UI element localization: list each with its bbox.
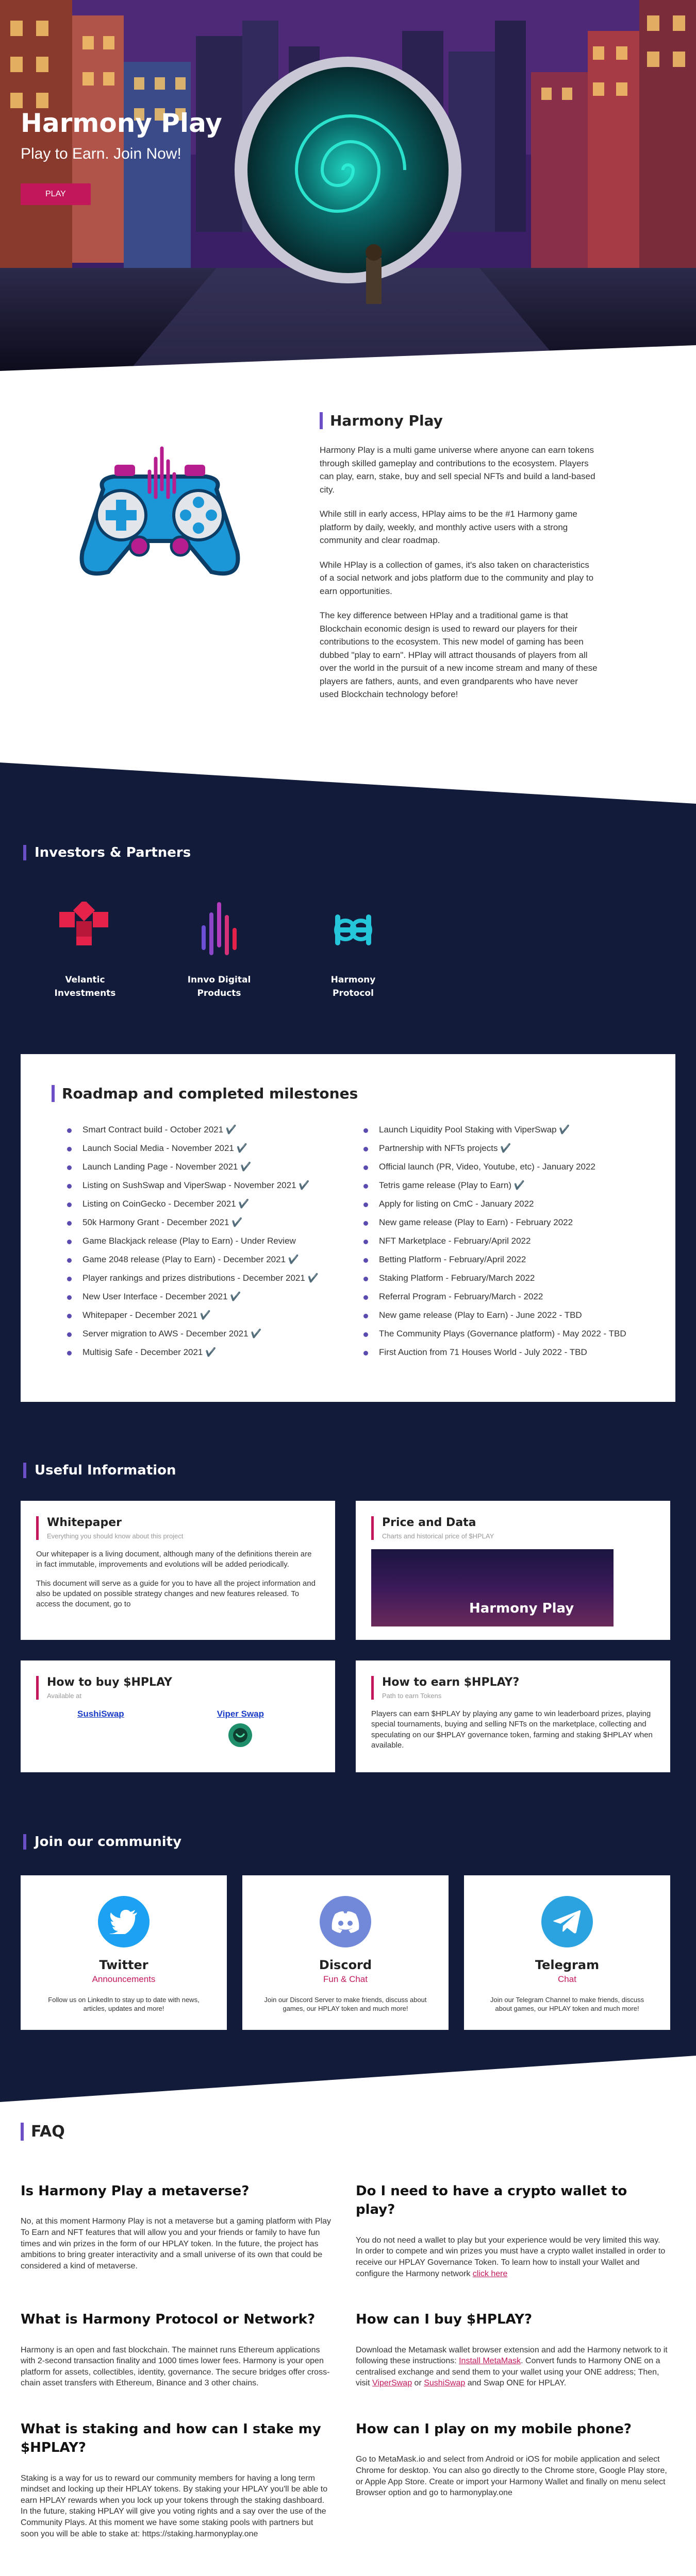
faq-answer: Download the Metamask wallet browser extension and add the Harmony network to it following these instructions: Install MetaMask. Convert funds to Harmony ONE on a centralised exchange and send them to your wallet using your ONE address; Then, visit ViperSwap or SushiSwap and Swap ONE for HPLAY. bbox=[356, 2345, 668, 2388]
faq-question: How can I play on my mobile phone? bbox=[356, 2421, 632, 2437]
roadmap-item: Multisig Safe - December 2021 ✔️ bbox=[67, 1347, 348, 1358]
roadmap-item: New game release (Play to Earn) - June 2022 - TBD bbox=[363, 1310, 644, 1320]
earn-card bbox=[356, 1660, 670, 1772]
roadmap-item: Game 2048 release (Play to Earn) - December 2021 ✔️ bbox=[67, 1255, 348, 1265]
community-card-twitter[interactable] bbox=[21, 1875, 227, 2030]
top-divider bbox=[0, 345, 696, 376]
whitepaper-text: Our whitepaper is a living document, although many of the definitions therein are in fact immutable, improvements and evolutions will be added periodically. bbox=[36, 1550, 312, 1569]
roadmap-item: Launch Social Media - November 2021 ✔️ bbox=[67, 1143, 348, 1154]
price-title: Price and Data bbox=[382, 1516, 476, 1529]
roadmap-item: Staking Platform - February/March 2022 bbox=[363, 1273, 644, 1283]
roadmap-item: Apply for listing on CmC - January 2022 bbox=[363, 1199, 644, 1209]
community-title: Join our community bbox=[23, 1834, 696, 1850]
hero-text bbox=[21, 108, 222, 205]
roadmap-item: Game Blackjack release (Play to Earn) - Under Review bbox=[67, 1236, 348, 1246]
partner-name: Harmony Protocol bbox=[330, 975, 376, 998]
useful-title: Useful Information bbox=[23, 1463, 696, 1478]
faq-question: What is staking and how can I stake my $HPLAY? bbox=[21, 2421, 321, 2456]
about-paragraph: Harmony Play is a multi game universe where anyone can earn tokens through skilled gameplay and contributions to the ecosystem. Players can play, earn, stake, buy and sell special NFTs and build a land-based city. bbox=[320, 445, 595, 495]
faq-item bbox=[356, 2420, 668, 2539]
roadmap-item: New game release (Play to Earn) - February 2022 bbox=[363, 1217, 644, 1228]
whitepaper-card[interactable] bbox=[21, 1501, 335, 1640]
community-desc: Join our Telegram Channel to make friends, discuss about games, our HPLAY token and much more! bbox=[490, 1996, 644, 2012]
dark-top-divider bbox=[0, 762, 696, 804]
earn-sub: Path to earn Tokens bbox=[382, 1692, 442, 1700]
hero-title: Harmony Play bbox=[21, 108, 222, 138]
community-name: Twitter bbox=[99, 1958, 148, 1972]
price-chart-thumbnail[interactable] bbox=[371, 1549, 614, 1626]
community-card-telegram[interactable] bbox=[464, 1875, 670, 2030]
viperswap-link[interactable]: Viper Swap bbox=[217, 1709, 264, 1719]
install-metamask-link[interactable]: Install MetaMask bbox=[459, 2357, 521, 2366]
buy-card bbox=[21, 1660, 335, 1772]
roadmap-right-list bbox=[348, 1125, 644, 1366]
roadmap-item: First Auction from 71 Houses World - July 2022 - TBD bbox=[363, 1347, 644, 1358]
community-desc: Join our Discord Server to make friends, discuss about games, our HPLAY token and much more! bbox=[264, 1996, 427, 2012]
sushiswap-faq-link[interactable]: SushiSwap bbox=[424, 2379, 466, 2388]
community-name: Telegram bbox=[535, 1958, 600, 1972]
gamepad-icon bbox=[67, 433, 253, 587]
faq-question: How can I buy $HPLAY? bbox=[356, 2312, 533, 2328]
roadmap-card bbox=[21, 1054, 675, 1402]
partner-harmony[interactable] bbox=[307, 896, 400, 1000]
earn-title: How to earn $HPLAY? bbox=[382, 1676, 520, 1689]
faq-question: Is Harmony Play a metaverse? bbox=[21, 2183, 250, 2199]
about-paragraph: The key difference between HPlay and a traditional game is that Blockchain economic design is used to reward our players for their contributions to the ecosystem. This new model of gaming has been dubbed "play to earn". HPlay will attract thousands of players from all over the world in the pursuit of a new income stream and many of these players are fathers, aunts, and even grandparents who have never used Blockchain technology before! bbox=[320, 611, 598, 699]
faq-answer: No, at this moment Harmony Play is not a metaverse but a gaming platform with Play To Earn and NFT features that will allow you and your friends or family to have fun times and win prizes in the form of our HPLAY token. In the future, the project has ambitions to bring greater interactivity and a small universe of its own that could be considered a kind of metaverse. bbox=[21, 2217, 332, 2270]
hero-tagline: Play to Earn. Join Now! bbox=[21, 145, 181, 162]
roadmap-item: New User Interface - December 2021 ✔️ bbox=[67, 1292, 348, 1302]
viperswap-faq-link[interactable]: ViperSwap bbox=[372, 2379, 412, 2388]
faq-question: What is Harmony Protocol or Network? bbox=[21, 2312, 316, 2328]
faq-answer: Harmony is an open and fast blockchain. The mainnet runs Ethereum applications with 2-second transaction finality and 1000 times lower fees. Harmony is your open platform for assets, collectibles, identity, governance. The secure bridges offer cross-chain asset transfers with Ethereum, Binance and 3 other chains. bbox=[21, 2345, 330, 2388]
sushiswap-link[interactable]: SushiSwap bbox=[77, 1709, 124, 1719]
footer bbox=[0, 2539, 696, 2576]
roadmap-item: The Community Plays (Governance platform) - May 2022 - TBD bbox=[363, 1329, 644, 1339]
price-sub: Charts and historical price of $HPLAY bbox=[382, 1532, 494, 1540]
roadmap-item: Tetris game release (Play to Earn) ✔️ bbox=[363, 1180, 644, 1191]
roadmap-item: Launch Landing Page - November 2021 ✔️ bbox=[67, 1162, 348, 1172]
roadmap-item: 50k Harmony Grant - December 2021 ✔️ bbox=[67, 1217, 348, 1228]
community-sub: Announcements bbox=[92, 1974, 156, 1984]
faq-item bbox=[21, 2182, 333, 2279]
earn-text: Players can earn $HPLAY by playing any game to win leaderboard prizes, playing special tournaments, buying and selling NFTs on the marketplace, collecting and speculating on our $HPLAY governance token, farming and staking $HPLAY when available. bbox=[371, 1709, 653, 1750]
partner-name: Velantic Investments bbox=[54, 975, 116, 998]
community-name: Discord bbox=[319, 1958, 372, 1972]
dark-bottom-divider bbox=[0, 2056, 696, 2102]
partner-innvo[interactable] bbox=[173, 896, 266, 1000]
faq-answer: You do not need a wallet to play but your experience would be very limited this way. In order to compete and win prizes you must have a crypto wallet installed in order to receive our HPLAY Governance Token. To learn how to install your Wallet and configure the Harmony network click here bbox=[356, 2235, 666, 2278]
faq-item bbox=[21, 2310, 333, 2389]
partner-name: Innvo Digital Products bbox=[187, 975, 251, 998]
whitepaper-sub: Everything you should know about this project bbox=[47, 1532, 184, 1540]
viperswap-logo-icon[interactable] bbox=[227, 1722, 253, 1748]
velantic-logo-icon bbox=[57, 902, 113, 958]
community-section bbox=[0, 1772, 696, 2030]
community-card-discord[interactable] bbox=[242, 1875, 449, 2030]
roadmap-item: Official launch (PR, Video, Youtube, etc) - January 2022 bbox=[363, 1162, 644, 1172]
innvo-logo-icon bbox=[196, 899, 242, 961]
whitepaper-text: This document will serve as a guide for you to have all the project information and also be updated on possible strategy changes and new features released. To access the document, go to bbox=[36, 1579, 316, 1608]
roadmap-item: Listing on SushSwap and ViperSwap - November 2021 ✔️ bbox=[67, 1180, 348, 1191]
roadmap-item: Referral Program - February/March - 2022 bbox=[363, 1292, 644, 1302]
about-section bbox=[0, 371, 696, 762]
partners-title: Investors & Partners bbox=[23, 845, 696, 860]
dark-section bbox=[0, 762, 696, 2102]
faq-answer: Staking is a way for us to reward our community members for having a long term mindset and locking up their HPLAY tokens. By staking your HPLAY you'll be able to earn HPLAY rewards when you lock up your tokens through the staking dashboard. In the future, staking HPLAY will give you voting rights and a say over the use of the Community Plays. At this moment we have some staking pools with partners but soon you will be able to stake at: https://staking.harmonyplay.one bbox=[21, 2473, 328, 2538]
whitepaper-title: Whitepaper bbox=[47, 1516, 122, 1529]
hero-banner bbox=[0, 0, 696, 371]
roadmap-item: Server migration to AWS - December 2021 ✔️ bbox=[67, 1329, 348, 1339]
wallet-help-link[interactable]: click here bbox=[472, 2269, 508, 2278]
faq-item bbox=[356, 2182, 668, 2279]
price-card[interactable] bbox=[356, 1501, 670, 1640]
gamepad-logo-wrap bbox=[0, 412, 320, 713]
faq-section bbox=[0, 2102, 696, 2539]
faq-answer: Go to MetaMask.io and select from Android or iOS for mobile application and select Chrome for desktop. You can also go directly to the Chrome store, Google Play store, or Apple App Store. Create or import your Harmony Wallet and finally on menu select Browser option and go to harmonyplay.one bbox=[356, 2455, 667, 2498]
community-sub: Chat bbox=[558, 1974, 576, 1984]
discord-icon bbox=[320, 1896, 371, 1947]
faq-title: FAQ bbox=[21, 2123, 675, 2141]
roadmap-item: Launch Liquidity Pool Staking with ViperSwap ✔️ bbox=[363, 1125, 644, 1135]
telegram-icon bbox=[541, 1896, 593, 1947]
faq-item bbox=[21, 2420, 333, 2539]
roadmap-item: Player rankings and prizes distributions - December 2021 ✔️ bbox=[67, 1273, 348, 1283]
about-paragraph: While still in early access, HPlay aims to be the #1 Harmony game platform by daily, weekly, and monthly active users with a strong community and clear roadmap. bbox=[320, 509, 577, 545]
community-desc: Follow us on LinkedIn to stay up to date with news, articles, updates and more! bbox=[48, 1996, 200, 2012]
partner-velantic[interactable] bbox=[39, 896, 131, 1000]
roadmap-item: Betting Platform - February/April 2022 bbox=[363, 1255, 644, 1265]
roadmap-item: Whitepaper - December 2021 ✔️ bbox=[67, 1310, 348, 1320]
roadmap-item: NFT Marketplace - February/April 2022 bbox=[363, 1236, 644, 1246]
roadmap-left-list bbox=[52, 1125, 348, 1366]
roadmap-item: Partnership with NFTs projects ✔️ bbox=[363, 1143, 644, 1154]
faq-item bbox=[356, 2310, 668, 2389]
useful-section bbox=[0, 1402, 696, 1772]
harmony-logo-icon bbox=[330, 907, 376, 953]
community-sub: Fun & Chat bbox=[323, 1974, 368, 1984]
buy-sub: Available at bbox=[47, 1692, 81, 1700]
buy-title: How to buy $HPLAY bbox=[47, 1676, 172, 1689]
twitter-icon bbox=[98, 1896, 150, 1947]
about-paragraph: While HPlay is a collection of games, it's also taken on characteristics of a social network and jobs platform due to the community and play to earn opportunities. bbox=[320, 560, 594, 596]
roadmap-item: Listing on CoinGecko - December 2021 ✔️ bbox=[67, 1199, 348, 1209]
play-button[interactable]: PLAY bbox=[21, 183, 91, 205]
faq-question: Do I need to have a crypto wallet to play? bbox=[356, 2183, 627, 2218]
roadmap-item: Smart Contract build - October 2021 ✔️ bbox=[67, 1125, 348, 1135]
roadmap-title: Roadmap and completed milestones bbox=[52, 1085, 644, 1102]
about-title: Harmony Play bbox=[320, 412, 598, 429]
price-thumb-text: Harmony Play bbox=[469, 1601, 574, 1616]
